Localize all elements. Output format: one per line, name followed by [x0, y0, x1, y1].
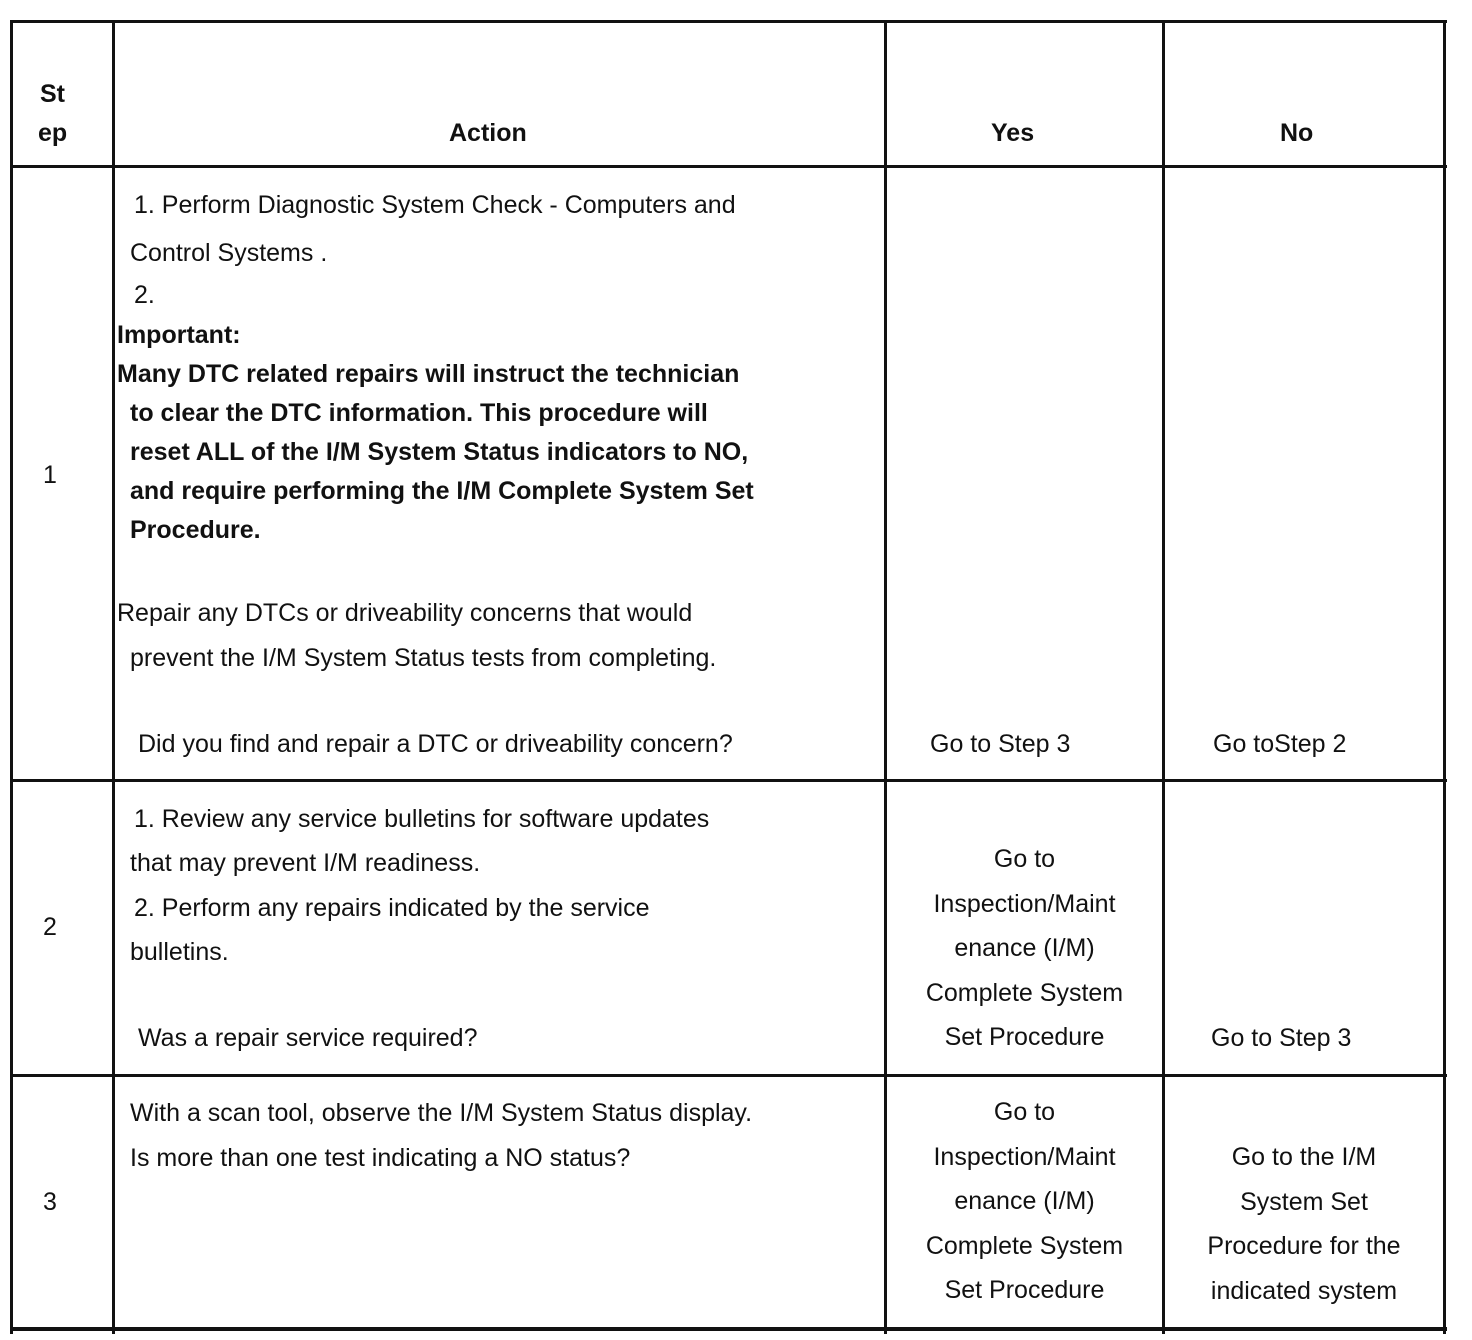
important-note-line: Procedure.	[130, 516, 261, 544]
yes-result-line: Complete System	[925, 978, 1124, 1007]
grid-line	[10, 165, 1447, 168]
action-line: bulletins.	[130, 938, 229, 966]
grid-line	[1443, 20, 1446, 1334]
yes-result-line: Go to	[993, 845, 1056, 873]
step-number: 2	[43, 913, 57, 941]
grid-line	[112, 20, 115, 1334]
header-action: Action	[449, 119, 527, 147]
no-result: Go to Step 3	[1211, 1024, 1352, 1052]
header-step-line-2: ep	[38, 119, 68, 147]
step-number: 1	[43, 461, 57, 489]
header-step-line-1: St	[40, 80, 65, 108]
header-yes: Yes	[991, 119, 1035, 147]
action-question: Did you find and repair a DTC or driveability concern?	[138, 730, 733, 758]
important-note-line: to clear the DTC information. This procedure will	[130, 399, 708, 427]
header-no: No	[1280, 119, 1314, 147]
grid-line	[10, 1074, 1447, 1077]
action-line: With a scan tool, observe the I/M System Status display.	[130, 1099, 753, 1127]
grid-line	[10, 779, 1447, 782]
action-line: Control Systems .	[130, 239, 328, 267]
yes-result-line: Set Procedure	[944, 1276, 1105, 1304]
grid-line	[10, 20, 13, 1334]
step-number: 3	[43, 1188, 57, 1216]
no-result-line: indicated system	[1210, 1276, 1398, 1305]
action-line: Is more than one test indicating a NO status?	[130, 1144, 631, 1172]
important-note-line: reset ALL of the I/M System Status indicators to NO,	[130, 438, 749, 466]
yes-result-line: Inspection/Maint	[933, 1142, 1116, 1171]
yes-result-line: Go to	[993, 1098, 1056, 1126]
action-question: Was a repair service required?	[138, 1024, 478, 1052]
yes-result	[887, 837, 1162, 1060]
action-line: 2.	[134, 281, 155, 309]
important-label: Important:	[117, 321, 241, 349]
yes-result-line: enance (I/M)	[954, 1187, 1095, 1215]
yes-result	[887, 1090, 1162, 1313]
no-result-line: System Set	[1240, 1187, 1368, 1216]
yes-result-line: enance (I/M)	[954, 934, 1095, 962]
yes-result: Go to Step 3	[930, 730, 1071, 758]
action-line: 2. Perform any repairs indicated by the service	[134, 894, 650, 922]
yes-result-line: Set Procedure	[944, 1023, 1105, 1051]
action-line: 1. Review any service bulletins for software updates	[134, 805, 710, 833]
no-result	[1165, 1135, 1443, 1313]
no-result: Go toStep 2	[1213, 730, 1347, 758]
no-result-line: Procedure for the	[1207, 1232, 1401, 1260]
grid-line	[10, 20, 1447, 23]
action-line: that may prevent I/M readiness.	[130, 849, 481, 877]
important-note-line: and require performing the I/M Complete System Set	[130, 477, 754, 505]
action-line: 1. Perform Diagnostic System Check - Computers and	[134, 191, 736, 219]
yes-result-line: Complete System	[925, 1231, 1124, 1260]
action-line: Repair any DTCs or driveability concerns that would	[117, 599, 693, 627]
important-note-line: Many DTC related repairs will instruct the technician	[117, 360, 740, 388]
grid-line	[10, 1327, 1447, 1331]
no-result-line: Go to the I/M	[1231, 1143, 1377, 1171]
yes-result-line: Inspection/Maint	[933, 889, 1116, 918]
action-line: prevent the I/M System Status tests from completing.	[130, 644, 717, 672]
